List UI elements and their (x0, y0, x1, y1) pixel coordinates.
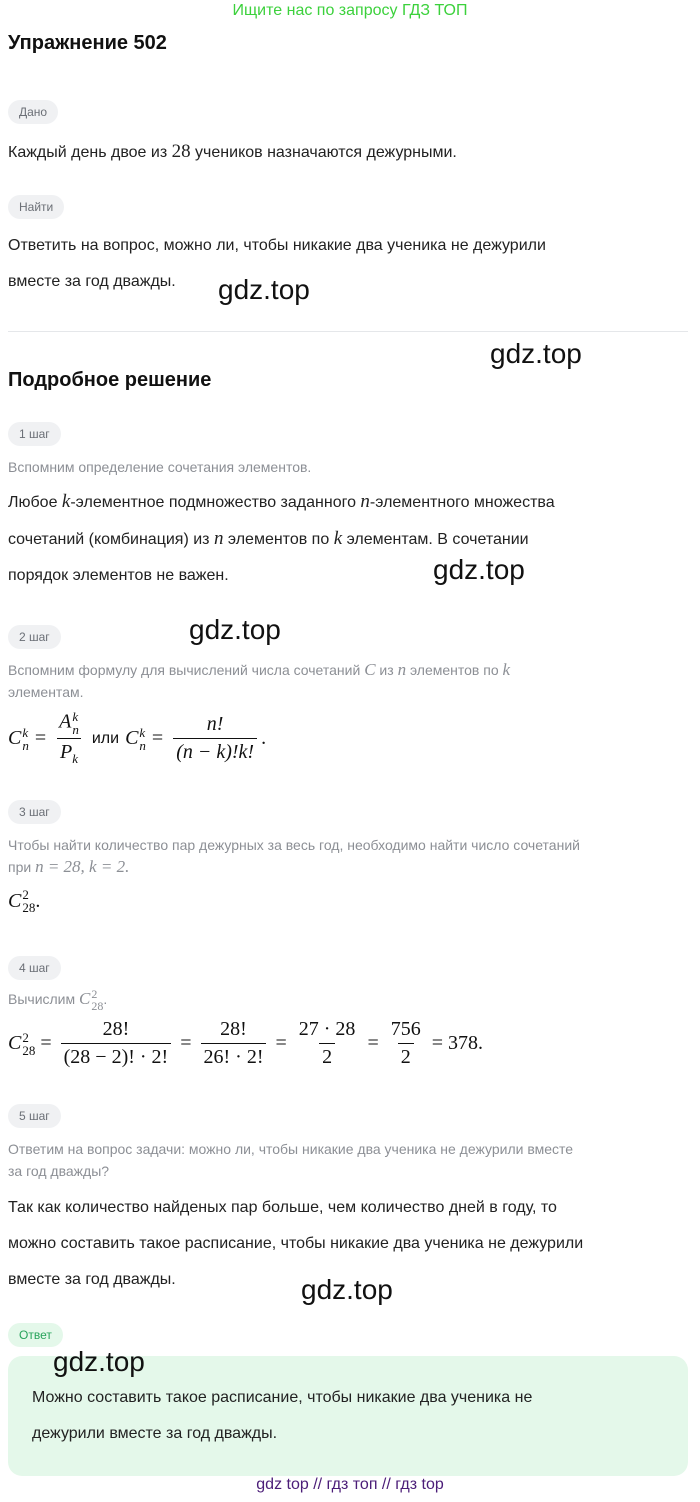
step-hint: Чтобы найти количество пар дежурных за весь год, необходимо найти число сочетаний при n = 28, k = 2. (8, 837, 580, 876)
find-text: Ответить на вопрос, можно ли, чтобы никакие два ученика не дежурили вместе за год дважды. (8, 237, 546, 290)
step-label: 2 шаг (8, 625, 61, 649)
watermark: gdz.top (301, 1274, 393, 1305)
step-2 (8, 625, 61, 649)
step-text: Так как количество найденых пар больше, чем количество дней в году, то можно составить такое расписание, чтобы никакие два ученика не дежурили вместе за год дважды. (8, 1199, 584, 1288)
divider (8, 331, 688, 332)
step-hint: Вспомним формулу для вычислений числа сочетаний C из n элементов по k элементам. (8, 660, 511, 700)
watermark: gdz.top (218, 274, 310, 305)
step-label: 1 шаг (8, 422, 61, 446)
footer-links[interactable]: gdz top // гдз топ // гдз top (256, 1476, 444, 1493)
formula-c28: C 2 28 . (8, 887, 41, 915)
answer-label: Ответ (8, 1323, 63, 1347)
page-title: Упражнение 502 (8, 32, 167, 54)
given-text: Каждый день двое из 28 учеников назначаются дежурными. (8, 141, 457, 162)
answer-section (8, 1323, 63, 1347)
step-label: 3 шаг (8, 800, 61, 824)
step-hint: Вспомним определение сочетания элементов. (8, 459, 312, 475)
find-label: Найти (8, 195, 64, 219)
step-text: Любое k-элементное подмножество заданного n-элементного множества сочетаний (комбинация) из n элементов по k элементам. В сочетании порядок элементов не важен. (8, 491, 555, 584)
watermark: gdz.top (433, 554, 525, 585)
step-1 (8, 422, 61, 446)
step-label: 5 шаг (8, 1104, 61, 1128)
step-5 (8, 1104, 61, 1128)
solution-title: Подробное решение (8, 369, 212, 391)
step-hint: Вычислим C 2 28 . (8, 987, 108, 1014)
find-section (8, 195, 64, 219)
step-4 (8, 956, 61, 980)
given-label: Дано (8, 100, 58, 124)
answer-text: Можно составить такое расписание, чтобы никакие два ученика не дежурили вместе за год дважды. (32, 1389, 533, 1442)
step-label: 4 шаг (8, 956, 61, 980)
formula-combinations: C k n = A k n $P_k$ или C k n = $\frac{n!}{(n - k)!k!}$ . (8, 709, 267, 766)
watermark: gdz.top (53, 1346, 145, 1377)
watermark: gdz.top (189, 614, 281, 645)
given-section (8, 100, 58, 124)
step-3 (8, 800, 61, 824)
search-banner[interactable]: Ищите нас по запросу ГДЗ ТОП (232, 2, 468, 19)
watermark: gdz.top (490, 338, 582, 369)
step-hint: Ответим на вопрос задачи: можно ли, чтобы никакие два ученика не дежурили вместе за год дважды? (8, 1141, 574, 1179)
formula-calculation: C 2 28 = $\frac{28!}{(28 - 2)! \cdot 2!}$ = $\frac{28!}{26! \cdot 2!}$ = $\frac{27 \cdot 28}{2}$ = $\frac{756}{2}$ = 378. (8, 1018, 483, 1068)
